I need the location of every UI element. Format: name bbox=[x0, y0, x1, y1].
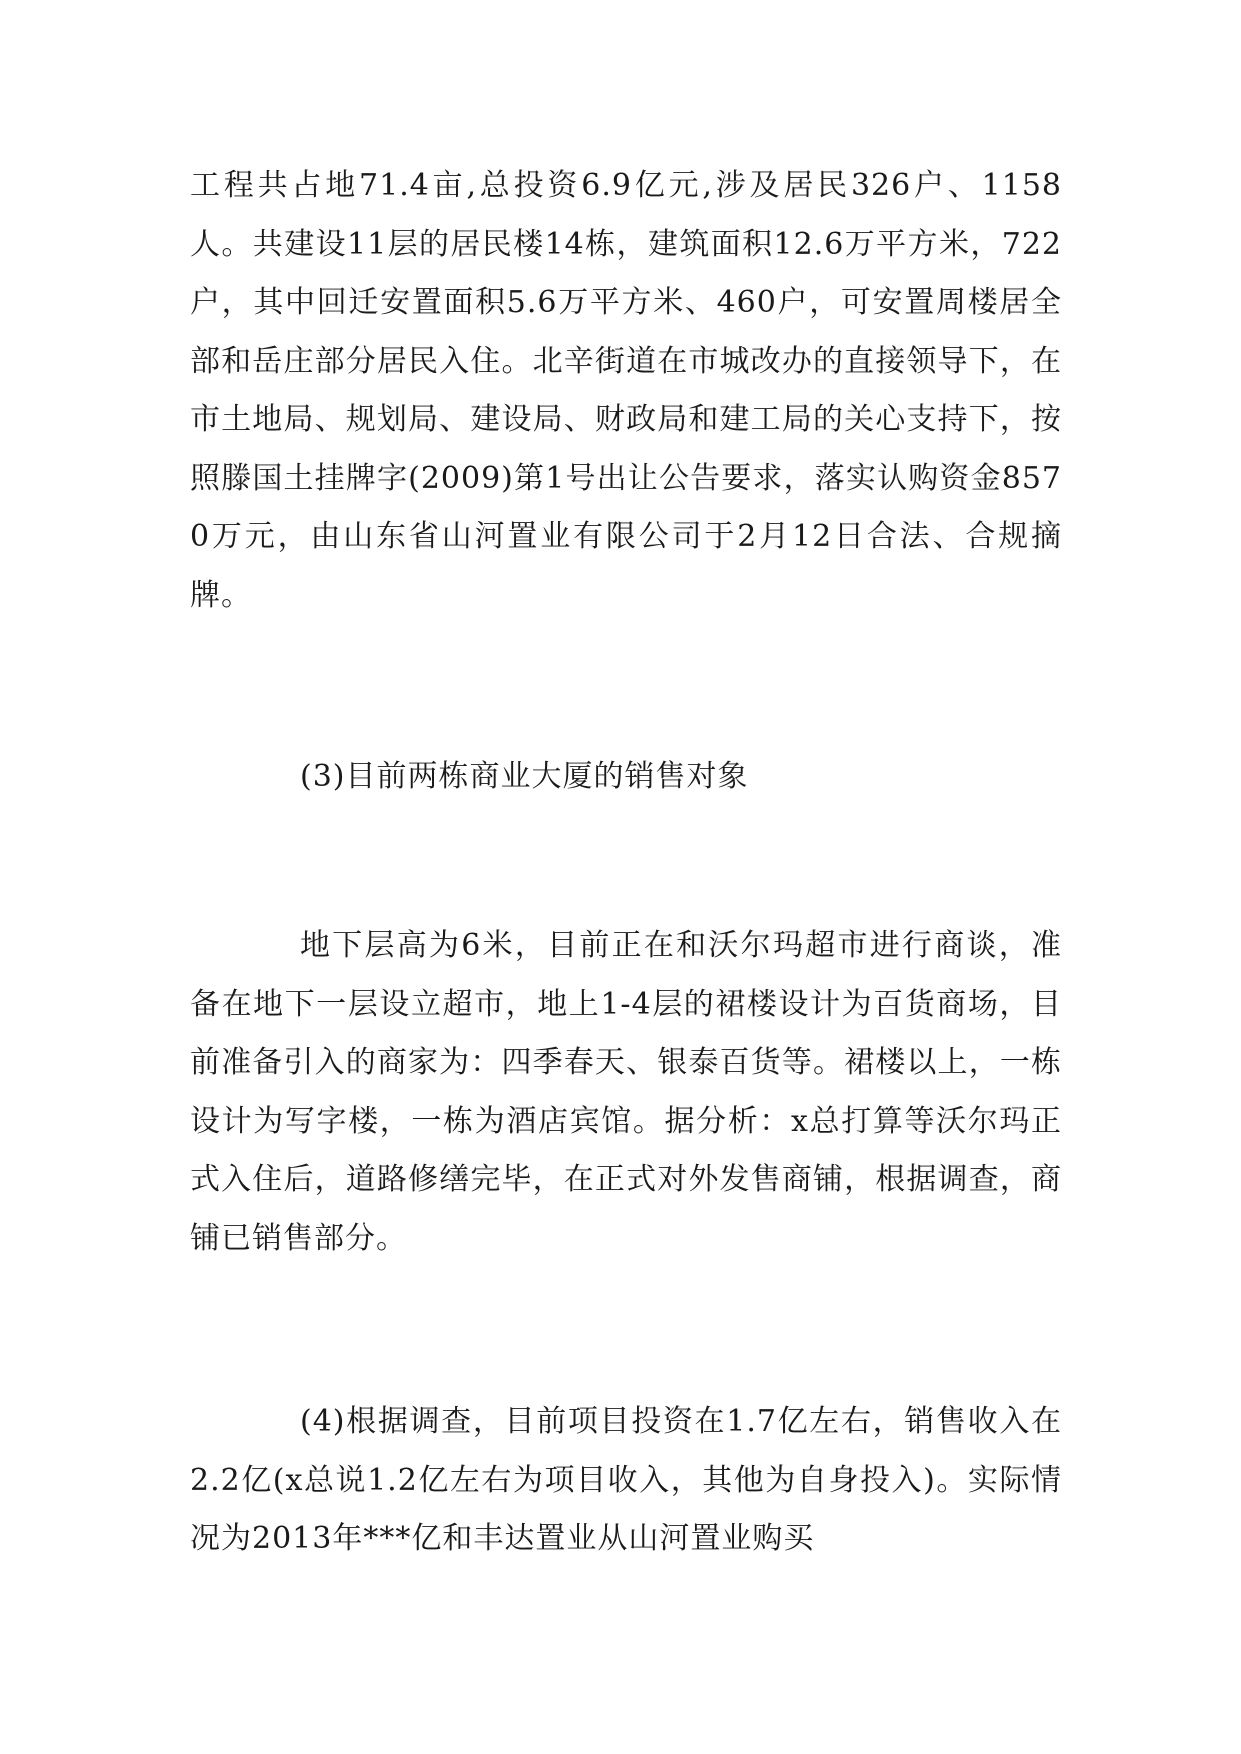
section-heading: (3)目前两栋商业大厦的销售对象 bbox=[300, 759, 749, 794]
body-paragraph: (4)根据调查，目前项目投资在1.7亿左右，销售收入在2.2亿(x总说1.2亿左右为项目收入，其他为自身投入)。实际情况为2013年***亿和丰达置业从山河置业购买 bbox=[190, 1404, 1062, 1556]
body-paragraph: 工程共占地71.4亩,总投资6.9亿元,涉及居民326户、1158人。共建设11层的居民楼14栋，建筑面积12.6万平方米，722户，其中回迁安置面积5.6万平方米、460户，可安置周楼居全部和岳庄部分居民入住。北辛街道在市城改办的直接领导下，在市土地局、规划局、建设局、财政局和建工局的关心支持下，按照滕国土挂牌字(2009)第1号出让公告要求，落实认购资金8570万元，由山东省山河置业有限公司于2月12日合法、合规摘牌。 bbox=[190, 168, 1062, 613]
body-paragraph: 地下层高为6米，目前正在和沃尔玛超市进行商谈，准备在地下一层设立超市，地上1-4层的裙楼设计为百货商场，目前准备引入的商家为：四季春天、银泰百货等。裙楼以上，一栋设计为写字楼，一栋为酒店宾馆。据分析：x总打算等沃尔玛正式入住后，道路修缮完毕，在正式对外发售商铺，根据调查，商铺已销售部分。 bbox=[190, 928, 1062, 1256]
